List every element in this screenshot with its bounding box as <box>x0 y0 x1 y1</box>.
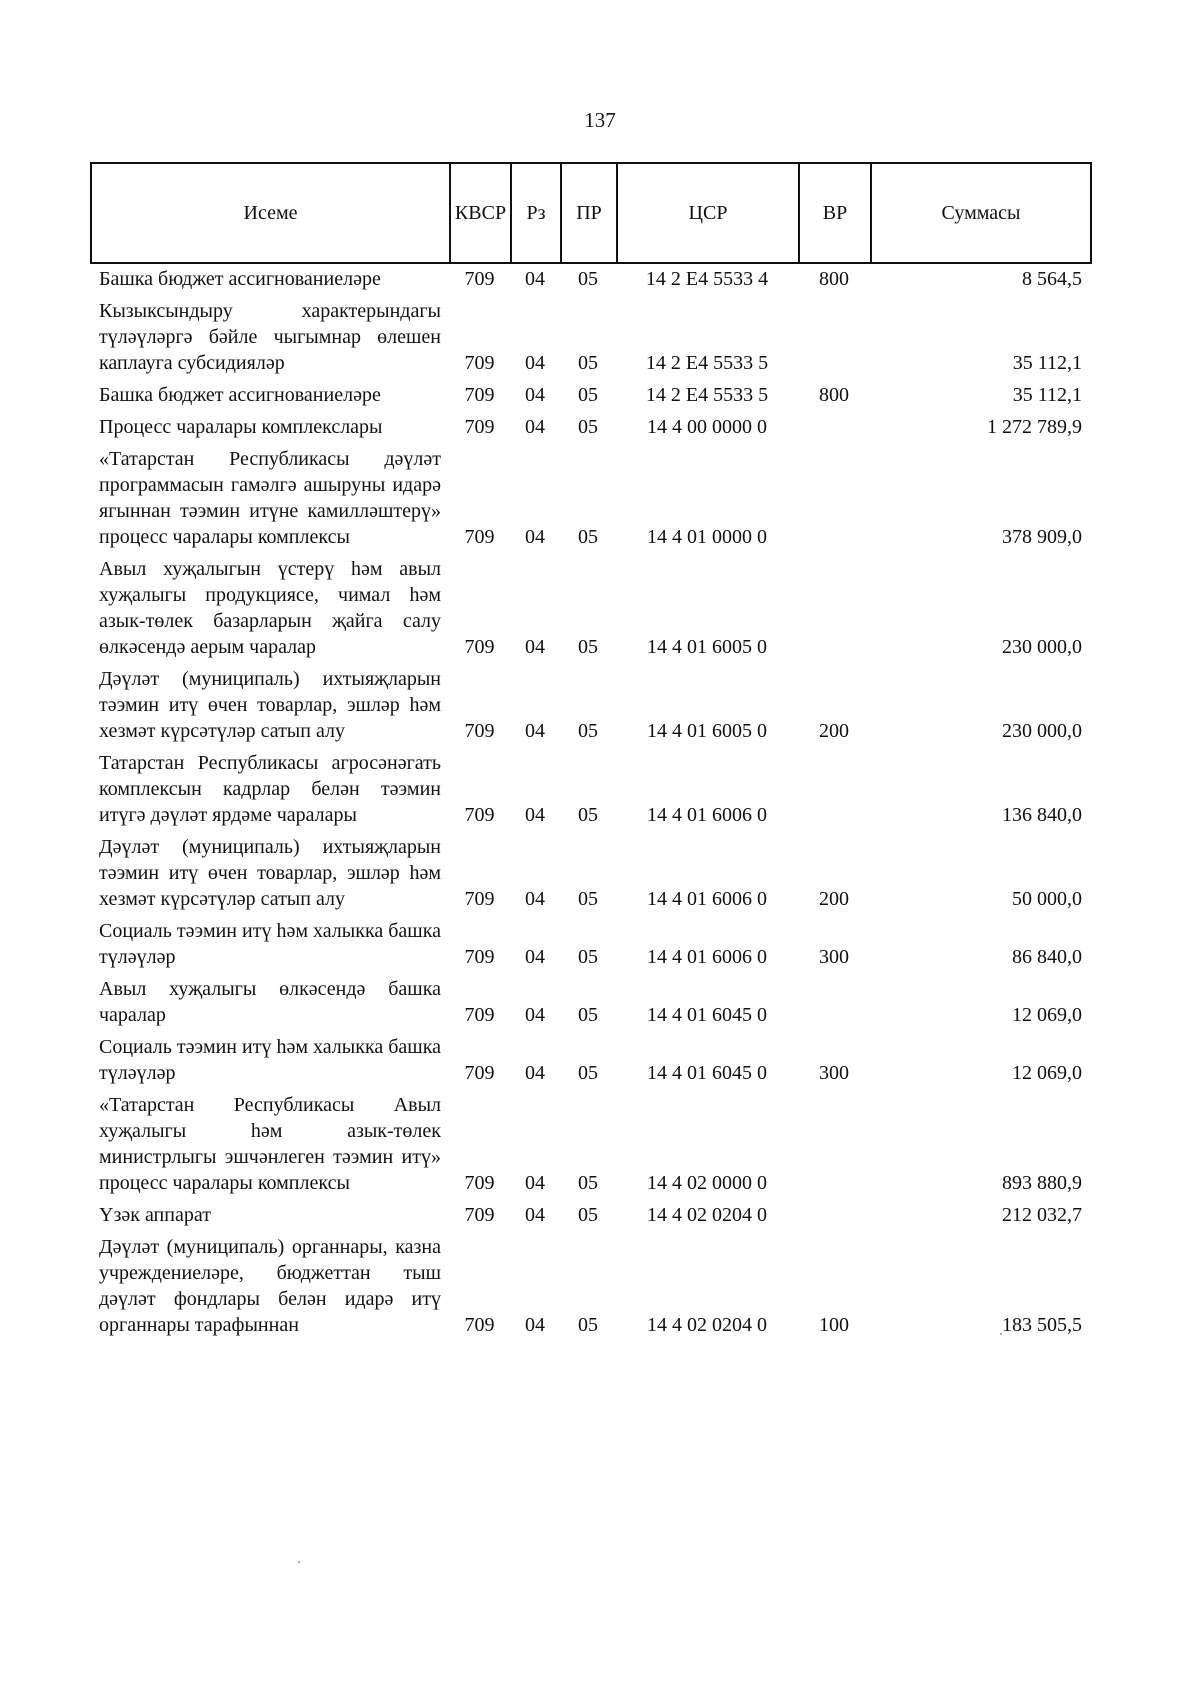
table-body <box>90 266 1090 1338</box>
cell-name: Социаль тәэмин итү һәм халыкка башка түләүләр <box>99 1036 441 1084</box>
header-vr: ВР <box>799 163 871 263</box>
cell-csr: 14 4 02 0204 0 <box>647 1204 767 1226</box>
scan-speck <box>298 1561 300 1563</box>
cell-kvsr: 709 <box>464 804 495 826</box>
cell-name: Авыл хуҗалыгын үстерү һәм авыл хуҗалыгы продукциясе, чимал һәм азык-төлек базарларын җайга салу өлкәсендә аерым чаралар <box>99 558 441 658</box>
cell-csr: 14 4 01 6045 0 <box>647 1004 767 1026</box>
table-row <box>90 266 1090 292</box>
cell-rz: 04 <box>525 804 545 826</box>
cell-rz: 04 <box>525 1062 545 1084</box>
cell-rz: 04 <box>525 1314 545 1336</box>
cell-pr: 05 <box>578 416 598 438</box>
cell-vr <box>798 1196 870 1228</box>
cell-sum: 35 112,1 <box>1012 384 1082 406</box>
cell-vr <box>798 408 870 440</box>
cell-rz: 04 <box>525 946 545 968</box>
cell-pr: 05 <box>578 526 598 548</box>
cell-csr: 14 4 01 6045 0 <box>647 1062 767 1084</box>
cell-pr: 05 <box>578 352 598 374</box>
cell-sum: 230 000,0 <box>1002 636 1082 658</box>
cell-pr: 05 <box>578 720 598 742</box>
cell-sum: 212 032,7 <box>1002 1204 1082 1226</box>
cell-rz: 04 <box>525 384 545 406</box>
cell-rz: 04 <box>525 636 545 658</box>
cell-vr: 300 <box>819 946 849 968</box>
cell-pr: 05 <box>578 946 598 968</box>
cell-csr: 14 2 E4 5533 5 <box>645 384 769 406</box>
cell-kvsr: 709 <box>464 636 495 658</box>
table-row <box>90 376 1090 408</box>
cell-kvsr: 709 <box>464 888 495 910</box>
cell-rz: 04 <box>525 416 545 438</box>
page-number: 137 <box>584 108 616 132</box>
cell-sum: 183 505,5 <box>1002 1314 1082 1336</box>
table-row <box>90 912 1090 970</box>
cell-vr: 100 <box>819 1314 849 1336</box>
cell-rz: 04 <box>525 526 545 548</box>
cell-sum: 893 880,9 <box>1002 1172 1082 1194</box>
cell-vr <box>798 292 870 376</box>
table-row <box>90 970 1090 1028</box>
cell-vr: 300 <box>819 1062 849 1084</box>
cell-kvsr: 709 <box>464 384 495 406</box>
cell-pr: 05 <box>578 1314 598 1336</box>
cell-name: Авыл хуҗалыгы өлкәсендә башка чаралар <box>99 978 441 1026</box>
cell-kvsr: 709 <box>464 1172 495 1194</box>
cell-pr: 05 <box>578 1172 598 1194</box>
cell-vr: 800 <box>819 384 849 406</box>
cell-pr: 05 <box>578 1062 598 1084</box>
cell-csr: 14 4 00 0000 0 <box>647 416 767 438</box>
cell-name: Дәүләт (муниципаль) ихтыяҗларын тәэмин итү өчен товарлар, эшләр һәм хезмәт күрсәтүләр сатып алу <box>99 836 441 910</box>
cell-kvsr: 709 <box>464 720 495 742</box>
table-row <box>90 1196 1090 1228</box>
cell-vr <box>798 970 870 1028</box>
cell-sum: 230 000,0 <box>1002 720 1082 742</box>
cell-kvsr: 709 <box>464 1062 495 1084</box>
cell-name: Татарстан Республикасы агросәнәгать комплексын кадрлар белән тәэмин итүгә дәүләт ярдәме чаралары <box>99 752 441 826</box>
cell-sum: 378 909,0 <box>1002 526 1082 548</box>
cell-kvsr: 709 <box>464 268 495 290</box>
cell-name: Дәүләт (муниципаль) ихтыяҗларын тәэмин итү өчен товарлар, эшләр һәм хезмәт күрсәтүләр сатып алу <box>99 668 441 742</box>
cell-name: «Татарстан Республикасы Авыл хуҗалыгы һәм азык-төлек министрлыгы эшчәнлеген тәэмин итү» процесс чаралары комплексы <box>99 1094 441 1194</box>
cell-name: «Татарстан Республикасы дәүләт программасын гамәлгә ашыруны идарә ягыннан тәэмин итүне камилләштерү» процесс чаралары комплексы <box>99 448 441 548</box>
header-kvsr: КВСР <box>450 163 511 263</box>
cell-csr: 14 4 02 0000 0 <box>647 1172 767 1194</box>
cell-name: Кызыксындыру характерындагы түләүләргә бәйле чыгымнар өлешен каплауга субсидияләр <box>99 300 441 374</box>
cell-pr: 05 <box>578 1004 598 1026</box>
cell-sum: 12 069,0 <box>1012 1004 1082 1026</box>
cell-pr: 05 <box>578 268 598 290</box>
cell-name: Башка бюджет ассигнованиеләре <box>99 384 381 406</box>
cell-vr: 200 <box>819 888 849 910</box>
cell-vr <box>798 550 870 660</box>
cell-pr: 05 <box>578 888 598 910</box>
cell-rz: 04 <box>525 268 545 290</box>
header-pr: ПР <box>561 163 617 263</box>
cell-csr: 14 4 01 6006 0 <box>647 804 767 826</box>
table-row <box>90 440 1090 550</box>
table-row <box>90 1028 1090 1086</box>
table-row <box>90 1086 1090 1196</box>
cell-name: Процесс чаралары комплекслары <box>99 416 383 438</box>
cell-csr: 14 2 E4 5533 4 <box>645 268 769 290</box>
cell-pr: 05 <box>578 804 598 826</box>
cell-rz: 04 <box>525 1004 545 1026</box>
cell-kvsr: 709 <box>464 1314 495 1336</box>
cell-csr: 14 4 01 6005 0 <box>647 720 767 742</box>
table-header <box>90 162 1092 264</box>
cell-name: Дәүләт (муниципаль) органнары, казна учреждениеләре, бюджеттан тыш дәүләт фондлары белән идарә итү органнары тарафыннан <box>99 1236 441 1336</box>
cell-rz: 04 <box>525 1172 545 1194</box>
table-row <box>90 1228 1090 1338</box>
cell-pr: 05 <box>578 384 598 406</box>
cell-sum: 35 112,1 <box>1012 352 1082 374</box>
table-row <box>90 550 1090 660</box>
cell-sum: 8 564,5 <box>1022 268 1082 290</box>
cell-kvsr: 709 <box>464 526 495 548</box>
cell-sum: 50 000,0 <box>1012 888 1082 910</box>
cell-kvsr: 709 <box>464 946 495 968</box>
cell-csr: 14 4 01 6005 0 <box>647 636 767 658</box>
cell-rz: 04 <box>525 720 545 742</box>
table-row <box>90 744 1090 828</box>
cell-csr: 14 4 02 0204 0 <box>647 1314 767 1336</box>
cell-vr <box>798 1086 870 1196</box>
cell-kvsr: 709 <box>464 416 495 438</box>
cell-kvsr: 709 <box>464 1004 495 1026</box>
cell-vr: 200 <box>819 720 849 742</box>
table-row <box>90 828 1090 912</box>
cell-csr: 14 2 E4 5533 5 <box>645 352 769 374</box>
cell-name: Социаль тәэмин итү һәм халыкка башка түләүләр <box>99 920 441 968</box>
cell-vr: 800 <box>819 268 849 290</box>
cell-kvsr: 709 <box>464 1204 495 1226</box>
header-csr: ЦСР <box>617 163 799 263</box>
cell-name: Үзәк аппарат <box>99 1204 211 1226</box>
cell-rz: 04 <box>525 352 545 374</box>
cell-pr: 05 <box>578 636 598 658</box>
cell-vr <box>798 440 870 550</box>
header-rz: Рз <box>511 163 561 263</box>
cell-sum: 1 272 789,9 <box>987 416 1082 438</box>
cell-sum: 12 069,0 <box>1012 1062 1082 1084</box>
budget-table <box>90 266 1090 1338</box>
table-row <box>90 292 1090 376</box>
cell-csr: 14 4 01 6006 0 <box>647 946 767 968</box>
cell-pr: 05 <box>578 1204 598 1226</box>
table-row <box>90 408 1090 440</box>
cell-name: Башка бюджет ассигнованиеләре <box>99 268 381 290</box>
header-name: Исеме <box>91 163 450 263</box>
cell-vr <box>798 744 870 828</box>
cell-csr: 14 4 01 0000 0 <box>647 526 767 548</box>
cell-csr: 14 4 01 6006 0 <box>647 888 767 910</box>
cell-sum: 86 840,0 <box>1012 946 1082 968</box>
cell-kvsr: 709 <box>464 352 495 374</box>
cell-rz: 04 <box>525 1204 545 1226</box>
cell-rz: 04 <box>525 888 545 910</box>
cell-sum: 136 840,0 <box>1002 804 1082 826</box>
table-row <box>90 660 1090 744</box>
scan-speck <box>1000 1333 1002 1335</box>
header-sum: Суммасы <box>871 163 1091 263</box>
